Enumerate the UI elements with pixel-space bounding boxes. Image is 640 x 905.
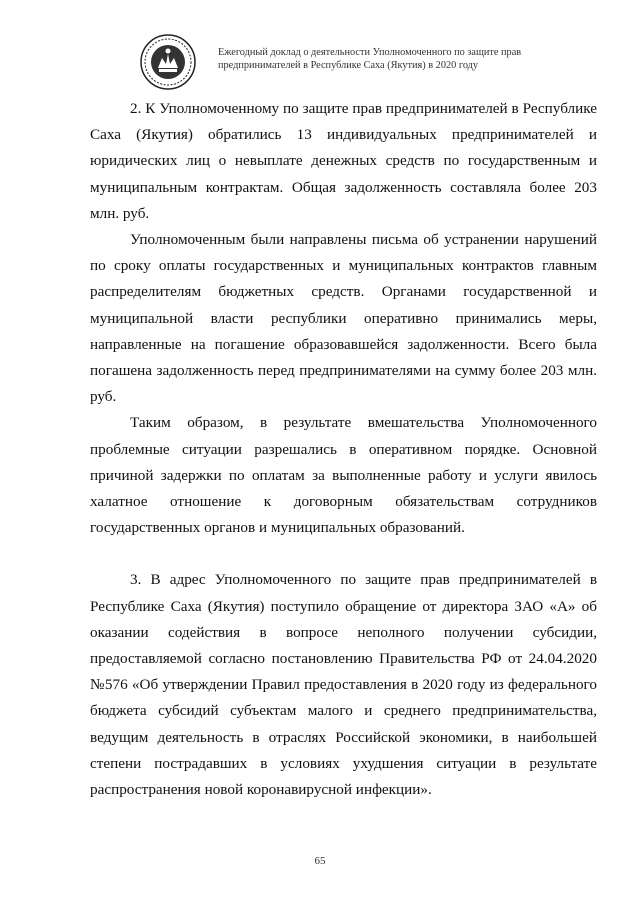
paragraph-section-2: 2. К Уполномоченному по защите прав предпринимателей в Республике Саха (Якутия) обратились 13 индивидуальных предпринимателей и юридических лиц о невыплате денежных средств по государственным и муниципальным контрактам. Общая задолженность составляла более 203 млн. руб. — [90, 100, 597, 222]
document-body — [90, 96, 597, 803]
paragraph-conclusion: Таким образом, в результате вмешательства Уполномоченного проблемные ситуации разрешались в оперативном порядке. Основной причиной задержки по оплатам за выполненные работу и услуги явилось халатное отношение к договорным обязательствам сотрудников государственных органов и муниципальных образований. — [90, 414, 597, 537]
page-header — [140, 34, 610, 94]
paragraph-section-3: 3. В адрес Уполномоченного по защите прав предпринимателей в Республике Саха (Якутия) поступило обращение от директора ЗАО «А» об оказании содействия в вопросе неполного получении субсидии, предоставляемой согласно постановлению Правительства РФ от 24.04.2020 №576 «Об утверждении Правил предоставления в 2020 году из федерального бюджета субсидий субъектам малого и среднего предпринимательства, ведущим деятельность в отраслях Российской экономики, в наибольшей степени пострадавших в условиях ухудшения ситуации в результате распространения новой коронавирусной инфекции». — [90, 571, 597, 799]
header-title — [218, 46, 598, 72]
header-line-2: предпринимателей в Республике Саха (Якутия) в 2020 году — [218, 60, 479, 71]
paragraph-letters-sent: Уполномоченным были направлены письма об устранении нарушений по сроку оплаты государственных и муниципальных контрактов главным распределителям бюджетных средств. Органами государственной и муниципальной власти республики оперативно принимались меры, направленные на погашение образовавшейся задолженности. Всего была погашена задолженность перед предпринимателями на сумму более 203 млн. руб. — [90, 231, 597, 406]
coat-of-arms-emblem — [140, 34, 196, 90]
page-number: 65 — [314, 855, 326, 867]
paragraph-spacer — [90, 541, 597, 567]
header-line-1: Ежегодный доклад о деятельности Уполномоченного по защите прав — [218, 47, 522, 58]
